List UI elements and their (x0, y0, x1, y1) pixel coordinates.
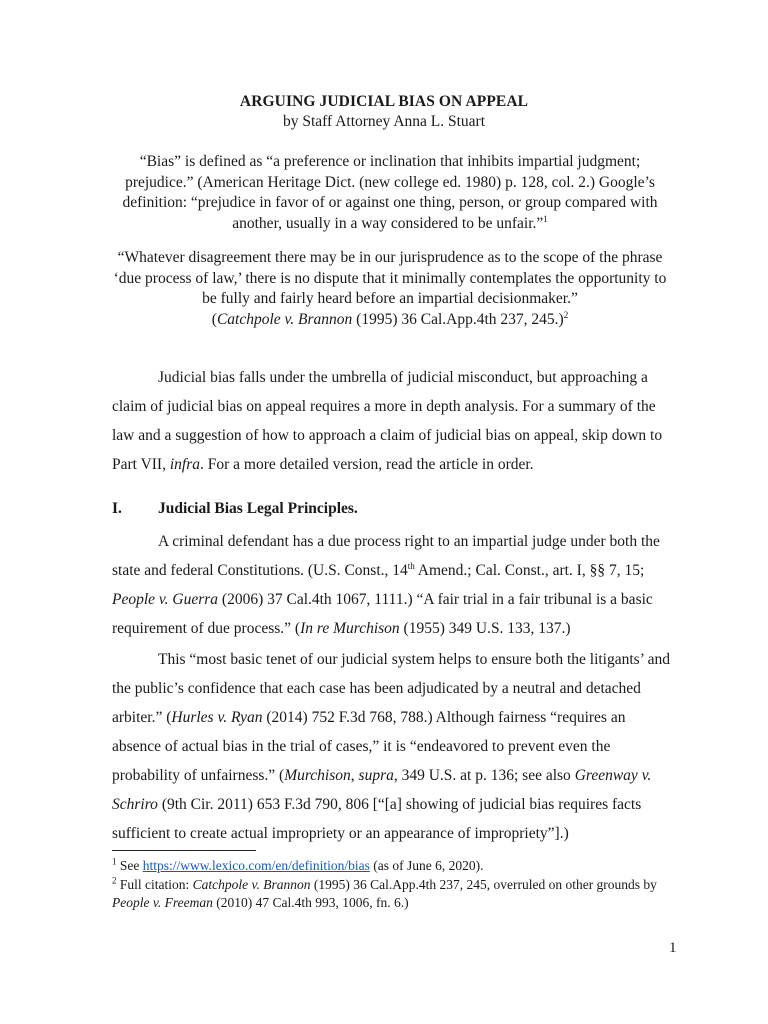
footnote-2-case-catchpole: Catchpole v. Brannon (192, 877, 311, 892)
epigraph-bias-definition (110, 152, 670, 234)
footnote-ref-1[interactable]: 1 (543, 213, 548, 224)
intro-infra: infra (169, 456, 200, 473)
footnote-2-pre: Full citation: (116, 877, 193, 892)
para1-ordinal-sup: th (407, 560, 415, 571)
section-title: Judicial Bias Legal Principles. (158, 500, 358, 517)
para2-text-c: , (350, 767, 359, 784)
para2-supra: supra (358, 767, 394, 784)
citation-rest: (1995) 36 Cal.App.4th 237, 245.) (352, 311, 564, 328)
footnote-separator (112, 850, 256, 851)
para1-text-b: Amend.; Cal. Const., art. I, §§ 7, 15; (414, 562, 645, 579)
intro-paragraph (112, 363, 674, 479)
para1-text-c: (2006) 37 Cal.4th 1067, 1111.) “A fair trial in a fair tribunal is a basic requirement of due process.” ( (112, 591, 653, 637)
para2-case-murchison: Murchison (284, 767, 351, 784)
epigraph-1-text: “Bias” is defined as “a preference or inclination that inhibits impartial judgment; prejudice.” (American Heritage Dict. (new college ed. 1980) p. 128, col. 2.) Google’s definition: “prejudice in favor of or against one thing, person, or group compared with another, usually in a way considered to be unfair.” (122, 153, 658, 232)
epigraph-citation (110, 310, 670, 331)
footnote-2-number: 2 (112, 875, 117, 886)
footnote-2-post: (2010) 47 Cal.4th 993, 1006, fn. 6.) (212, 895, 409, 910)
footnote-1 (112, 857, 682, 875)
citation-open: ( (211, 311, 217, 328)
para2-text-b: (2014) 752 F.3d 768, 788.) Although fairness “requires an absence of actual bias in the trial of cases,” it is “endeavored to prevent even the probability of unfairness.” ( (112, 709, 626, 784)
footnote-2-case-freeman: People v. Freeman (112, 895, 213, 910)
para1-case-murchison: In re Murchison (300, 620, 400, 637)
para2-case-greenway: Greenway v. Schriro (112, 767, 652, 813)
para1-case-guerra: People v. Guerra (112, 591, 219, 608)
para1-text-a: A criminal defendant has a due process right to an impartial judge under both the state and federal Constitutions. (U.S. Const., 14 (112, 533, 660, 579)
section-heading (112, 500, 358, 518)
footnote-1-number: 1 (112, 856, 117, 867)
article-title: ARGUING JUDICIAL BIAS ON APPEAL (239, 93, 529, 110)
intro-tail: . For a more detailed version, read the article in order. (200, 456, 534, 473)
article-byline: by Staff Attorney Anna L. Stuart (282, 113, 486, 130)
footnote-2 (112, 876, 682, 912)
footnote-1-link[interactable]: https://www.lexico.com/en/definition/bias (142, 858, 370, 873)
para2-text-e: (9th Cir. 2011) 653 F.3d 790, 806 [“[a] showing of judicial bias requires facts sufficient to create actual impropriety or an appearance of impropriety”].) (112, 796, 642, 842)
intro-text: Judicial bias falls under the umbrella of judicial misconduct, but approaching a claim of judicial bias on appeal requires a more in depth analysis. For a summary of the law and a suggestion of how to approach a claim of judicial bias on appeal, skip down to Part VII, (112, 369, 663, 473)
para1-text-d: (1955) 349 U.S. 133, 137.) (399, 620, 571, 637)
epigraph-due-process-quote: “Whatever disagreement there may be in our jurisprudence as to the scope of the phrase ‘due process of law,’ there is no dispute that it minimally contemplates the opportunity to be fully and fairly heard before an impartial decisionmaker.” (113, 249, 667, 307)
footnote-2-mid: (1995) 36 Cal.App.4th 237, 245, overruled on other grounds by (310, 877, 657, 892)
section-number: I. (112, 500, 122, 517)
para2-text-d: , 349 U.S. at p. 136; see also (393, 767, 575, 784)
para2-text-a: This “most basic tenet of our judicial system helps to ensure both the litigants’ and the public’s confidence that each case has been adjudicated by a neutral and detached arbiter.” ( (112, 651, 670, 726)
page-number: 1 (669, 940, 677, 956)
body-paragraph-2 (112, 645, 674, 848)
footnote-ref-2[interactable]: 2 (563, 309, 569, 320)
body-paragraph-1 (112, 527, 674, 643)
para2-case-hurles: Hurles v. Ryan (171, 709, 263, 726)
footnote-1-pre: See (116, 858, 143, 873)
citation-case-name: Catchpole v. Brannon (216, 311, 353, 328)
footnote-1-post: (as of June 6, 2020). (369, 858, 484, 873)
